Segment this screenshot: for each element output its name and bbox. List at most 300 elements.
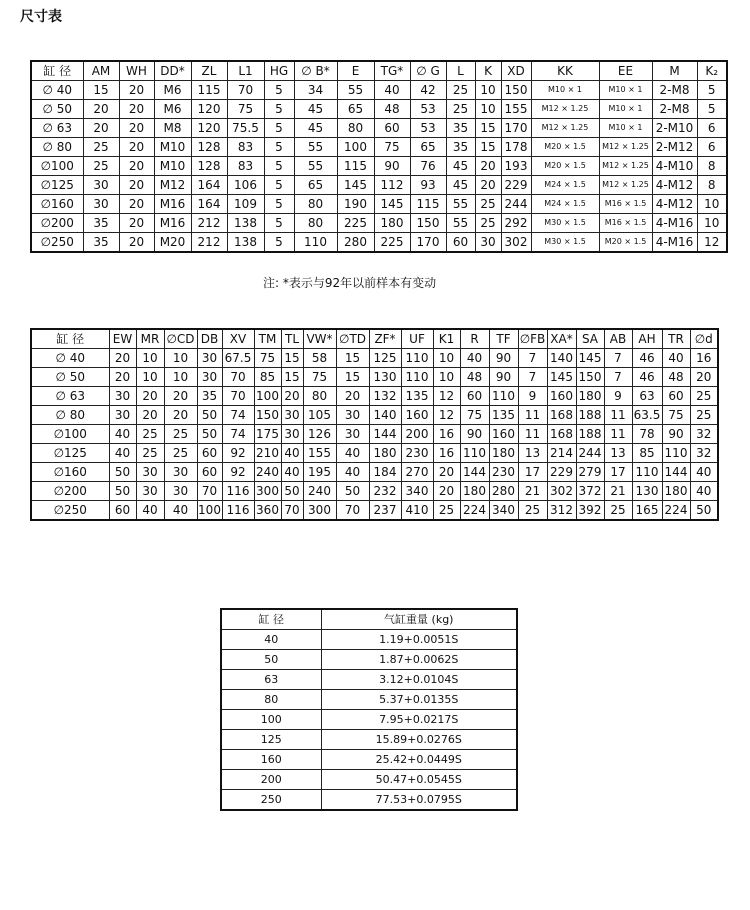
table-cell: M10 × 1 xyxy=(599,100,652,119)
table-cell: 32 xyxy=(690,444,718,463)
table-cell: 100 xyxy=(221,710,321,730)
table-cell: 40 xyxy=(690,463,718,482)
table-cell: 4-M10 xyxy=(652,157,697,176)
table-row xyxy=(31,368,718,387)
table-cell: 83 xyxy=(227,138,264,157)
table-cell: 65 xyxy=(294,176,337,195)
table-cell: 188 xyxy=(576,406,604,425)
column-header: SA xyxy=(576,329,604,349)
table-cell: 13 xyxy=(518,444,547,463)
table-cell: 40 xyxy=(164,501,197,521)
table-cell: M16 xyxy=(154,214,191,233)
table-cell: 5 xyxy=(264,157,294,176)
table-cell: 2-M8 xyxy=(652,81,697,100)
table-cell: 11 xyxy=(518,425,547,444)
table-cell: 9 xyxy=(604,387,632,406)
table-cell: 2-M10 xyxy=(652,119,697,138)
table-cell: 30 xyxy=(281,425,303,444)
table-cell: ∅ 63 xyxy=(31,387,109,406)
table-row xyxy=(31,138,727,157)
table-cell: 92 xyxy=(222,463,254,482)
table-cell: 280 xyxy=(489,482,518,501)
table-cell: 100 xyxy=(254,387,281,406)
column-header: ∅ G xyxy=(410,61,446,81)
table-row xyxy=(221,790,517,811)
table-cell: 15 xyxy=(475,119,501,138)
table-cell: 312 xyxy=(547,501,576,521)
table-cell: 50 xyxy=(109,463,136,482)
table-row xyxy=(31,425,718,444)
table-cell: 112 xyxy=(374,176,410,195)
table-cell: 40 xyxy=(281,463,303,482)
table-cell: 80 xyxy=(294,214,337,233)
table-cell: M10 × 1 xyxy=(599,81,652,100)
table-cell: 50 xyxy=(221,650,321,670)
table-cell: 130 xyxy=(369,368,401,387)
table-cell: 25 xyxy=(475,195,501,214)
table-cell: 10 xyxy=(164,349,197,368)
table-cell: M10 × 1 xyxy=(599,119,652,138)
table-cell: 10 xyxy=(433,349,460,368)
table-cell: 75 xyxy=(254,349,281,368)
column-header: XA* xyxy=(547,329,576,349)
table-cell: 240 xyxy=(254,463,281,482)
table-cell: 53 xyxy=(410,100,446,119)
table-cell: 184 xyxy=(369,463,401,482)
table-cell: 90 xyxy=(460,425,489,444)
table-row xyxy=(31,176,727,195)
table-cell: 75 xyxy=(374,138,410,157)
column-header: KK xyxy=(531,61,599,81)
table-cell: 1.87+0.0062S xyxy=(321,650,517,670)
table-cell: 5 xyxy=(264,214,294,233)
table-cell: 110 xyxy=(662,444,690,463)
table-row xyxy=(31,214,727,233)
table-cell: 20 xyxy=(119,214,154,233)
table-cell: 8 xyxy=(697,157,727,176)
table-cell: 7 xyxy=(604,368,632,387)
table-cell: 13 xyxy=(604,444,632,463)
table-cell: 145 xyxy=(337,176,374,195)
table-cell: 45 xyxy=(446,157,475,176)
table-cell: 150 xyxy=(576,368,604,387)
table-row xyxy=(221,690,517,710)
table-cell: M16 × 1.5 xyxy=(599,195,652,214)
table-cell: 7 xyxy=(604,349,632,368)
column-header: TR xyxy=(662,329,690,349)
table-cell: 65 xyxy=(410,138,446,157)
table-cell: 3.12+0.0104S xyxy=(321,670,517,690)
table-cell: M24 × 1.5 xyxy=(531,176,599,195)
table-cell: 170 xyxy=(410,233,446,253)
table-cell: 175 xyxy=(254,425,281,444)
table-cell: ∅250 xyxy=(31,233,83,253)
table-cell: 75 xyxy=(227,100,264,119)
table-cell: 25 xyxy=(433,501,460,521)
table-row xyxy=(31,233,727,253)
table-cell: 20 xyxy=(690,368,718,387)
table-cell: 240 xyxy=(303,482,336,501)
table-cell: 15 xyxy=(336,349,369,368)
table-cell: 20 xyxy=(475,157,501,176)
table-cell: 12 xyxy=(433,406,460,425)
table-row xyxy=(31,349,718,368)
table-cell: 232 xyxy=(369,482,401,501)
table-cell: 25 xyxy=(164,444,197,463)
table-cell: 42 xyxy=(410,81,446,100)
table-cell: 15.89+0.0276S xyxy=(321,730,517,750)
column-header: XV xyxy=(222,329,254,349)
table-cell: 85 xyxy=(254,368,281,387)
table-cell: 225 xyxy=(374,233,410,253)
table-cell: M10 × 1 xyxy=(531,81,599,100)
table-cell: 93 xyxy=(410,176,446,195)
table-cell: 46 xyxy=(632,349,662,368)
table-cell: 40 xyxy=(662,349,690,368)
table-cell: 128 xyxy=(191,157,227,176)
table-cell: 115 xyxy=(337,157,374,176)
table-cell: 30 xyxy=(336,406,369,425)
table-cell: 138 xyxy=(227,214,264,233)
column-header: TM xyxy=(254,329,281,349)
page-title: 尺寸表 xyxy=(20,9,62,25)
table-cell: 30 xyxy=(164,463,197,482)
table-cell: 155 xyxy=(303,444,336,463)
table-cell: 116 xyxy=(222,482,254,501)
table-cell: 125 xyxy=(221,730,321,750)
column-header: HG xyxy=(264,61,294,81)
column-header: ∅ B* xyxy=(294,61,337,81)
table-cell: 5 xyxy=(264,195,294,214)
table-cell: ∅125 xyxy=(31,176,83,195)
table-cell: 40 xyxy=(109,425,136,444)
table-cell: 80 xyxy=(294,195,337,214)
table-row xyxy=(221,750,517,770)
table-cell: 50 xyxy=(336,482,369,501)
table-row xyxy=(221,770,517,790)
table-cell: 160 xyxy=(221,750,321,770)
column-header: TG* xyxy=(374,61,410,81)
table-cell: 70 xyxy=(336,501,369,521)
table-cell: 135 xyxy=(401,387,433,406)
table-cell: 25 xyxy=(604,501,632,521)
table-cell: 25 xyxy=(690,406,718,425)
table-cell: 55 xyxy=(294,138,337,157)
table-cell: 35 xyxy=(446,138,475,157)
table-cell: 15 xyxy=(83,81,119,100)
table-cell: 40 xyxy=(460,349,489,368)
table-cell: 150 xyxy=(254,406,281,425)
column-header: DB xyxy=(197,329,222,349)
table-cell: 5 xyxy=(264,233,294,253)
table-cell: 30 xyxy=(109,406,136,425)
table-cell: ∅ 50 xyxy=(31,368,109,387)
table-cell: 25 xyxy=(83,138,119,157)
table-row xyxy=(31,81,727,100)
table-cell: 212 xyxy=(191,233,227,253)
table-cell: 20 xyxy=(433,463,460,482)
table-cell: 20 xyxy=(109,368,136,387)
table-cell: 165 xyxy=(632,501,662,521)
table-cell: 45 xyxy=(294,100,337,119)
table-cell: 92 xyxy=(222,444,254,463)
column-header: ZF* xyxy=(369,329,401,349)
column-header: ZL xyxy=(191,61,227,81)
table-cell: M20 × 1.5 xyxy=(531,157,599,176)
table-cell: 50.47+0.0545S xyxy=(321,770,517,790)
table-cell: 60 xyxy=(662,387,690,406)
table-cell: 60 xyxy=(374,119,410,138)
column-header: R xyxy=(460,329,489,349)
table-cell: 83 xyxy=(227,157,264,176)
table-cell: 25 xyxy=(690,387,718,406)
column-header: XD xyxy=(501,61,531,81)
table-header-row xyxy=(31,61,727,81)
table-cell: 115 xyxy=(410,195,446,214)
table-cell: 160 xyxy=(547,387,576,406)
table-cell: 160 xyxy=(489,425,518,444)
table-cell: 212 xyxy=(191,214,227,233)
table-cell: 35 xyxy=(83,214,119,233)
table-cell: 372 xyxy=(576,482,604,501)
table-cell: 80 xyxy=(337,119,374,138)
table-cell: 11 xyxy=(604,406,632,425)
table-cell: 130 xyxy=(632,482,662,501)
table-cell: ∅100 xyxy=(31,425,109,444)
table-cell: ∅ 50 xyxy=(31,100,83,119)
table-cell: M6 xyxy=(154,100,191,119)
table-row xyxy=(31,463,718,482)
table-cell: 15 xyxy=(281,368,303,387)
table-cell: 279 xyxy=(576,463,604,482)
table-row xyxy=(221,650,517,670)
table-row xyxy=(31,195,727,214)
table-cell: 5.37+0.0135S xyxy=(321,690,517,710)
table-cell: 132 xyxy=(369,387,401,406)
table-cell: 50 xyxy=(197,406,222,425)
table-cell: 20 xyxy=(119,157,154,176)
table-cell: 67.5 xyxy=(222,349,254,368)
table-cell: 7 xyxy=(518,349,547,368)
table-cell: 10 xyxy=(433,368,460,387)
table-cell: 10 xyxy=(164,368,197,387)
table-cell: 145 xyxy=(547,368,576,387)
table-cell: 45 xyxy=(446,176,475,195)
column-header: L1 xyxy=(227,61,264,81)
table-cell: 224 xyxy=(662,501,690,521)
table-cell: 214 xyxy=(547,444,576,463)
table-cell: 32 xyxy=(690,425,718,444)
table-cell: 63.5 xyxy=(632,406,662,425)
table-cell: 110 xyxy=(460,444,489,463)
table-cell: 70 xyxy=(222,368,254,387)
table-cell: 40 xyxy=(281,444,303,463)
column-header: AM xyxy=(83,61,119,81)
table-cell: 74 xyxy=(222,425,254,444)
table-cell: 25 xyxy=(475,214,501,233)
table-cell: 180 xyxy=(489,444,518,463)
table-cell: 11 xyxy=(518,406,547,425)
table-cell: 8 xyxy=(697,176,727,195)
table-cell: 5 xyxy=(264,138,294,157)
table-cell: 35 xyxy=(446,119,475,138)
table-cell: 30 xyxy=(281,406,303,425)
table-cell: 2-M12 xyxy=(652,138,697,157)
column-header: EE xyxy=(599,61,652,81)
table-cell: M12 xyxy=(154,176,191,195)
table-cell: 160 xyxy=(401,406,433,425)
dimension-table-2 xyxy=(30,328,719,521)
table-cell: 20 xyxy=(119,138,154,157)
table-cell: 20 xyxy=(136,387,164,406)
table-cell: 58 xyxy=(303,349,336,368)
table-cell: M24 × 1.5 xyxy=(531,195,599,214)
table-cell: 20 xyxy=(475,176,501,195)
table-cell: 4-M16 xyxy=(652,214,697,233)
table-cell: 144 xyxy=(662,463,690,482)
table-cell: 25 xyxy=(518,501,547,521)
table-cell: 20 xyxy=(83,100,119,119)
table-cell: 50 xyxy=(690,501,718,521)
table-cell: 225 xyxy=(337,214,374,233)
table-row xyxy=(221,710,517,730)
table-cell: 110 xyxy=(401,349,433,368)
table-cell: ∅ 40 xyxy=(31,81,83,100)
table-cell: 15 xyxy=(336,368,369,387)
table-cell: 270 xyxy=(401,463,433,482)
table-cell: 65 xyxy=(337,100,374,119)
table-cell: 145 xyxy=(374,195,410,214)
table-cell: 25 xyxy=(164,425,197,444)
table-cell: 20 xyxy=(119,176,154,195)
table-cell: 100 xyxy=(197,501,222,521)
table-cell: 30 xyxy=(83,176,119,195)
table-cell: 20 xyxy=(164,387,197,406)
table-cell: M12 × 1.25 xyxy=(599,176,652,195)
table-cell: 70 xyxy=(197,482,222,501)
table-cell: 410 xyxy=(401,501,433,521)
weight-table xyxy=(220,608,518,811)
table-cell: 280 xyxy=(337,233,374,253)
table-cell: 150 xyxy=(410,214,446,233)
table-cell: 5 xyxy=(264,176,294,195)
table-cell: 190 xyxy=(337,195,374,214)
table-cell: 25 xyxy=(136,425,164,444)
column-header: L xyxy=(446,61,475,81)
table-cell: 144 xyxy=(460,463,489,482)
table-cell: 10 xyxy=(136,368,164,387)
table-cell: 302 xyxy=(547,482,576,501)
table-cell: 250 xyxy=(221,790,321,811)
column-header: K1 xyxy=(433,329,460,349)
table-cell: 35 xyxy=(197,387,222,406)
table-cell: M30 × 1.5 xyxy=(531,214,599,233)
table-cell: 170 xyxy=(501,119,531,138)
table-cell: 360 xyxy=(254,501,281,521)
table-cell: 140 xyxy=(547,349,576,368)
table-cell: 7 xyxy=(518,368,547,387)
table-cell: 20 xyxy=(136,406,164,425)
table-cell: M12 × 1.25 xyxy=(599,138,652,157)
column-header: MR xyxy=(136,329,164,349)
table-cell: 30 xyxy=(164,482,197,501)
table-cell: 138 xyxy=(227,233,264,253)
column-header: TL xyxy=(281,329,303,349)
table-cell: 302 xyxy=(501,233,531,253)
table-cell: 63 xyxy=(632,387,662,406)
change-note: 注: *表示与92年以前样本有变动 xyxy=(263,276,437,290)
table-cell: 25 xyxy=(83,157,119,176)
table-cell: 140 xyxy=(369,406,401,425)
table-cell: 4-M12 xyxy=(652,195,697,214)
table-cell: M20 × 1.5 xyxy=(599,233,652,253)
table-cell: M8 xyxy=(154,119,191,138)
table-cell: 10 xyxy=(475,100,501,119)
table-cell: 135 xyxy=(489,406,518,425)
table-cell: 110 xyxy=(401,368,433,387)
table-cell: 30 xyxy=(83,195,119,214)
table-header-row xyxy=(221,609,517,630)
table-cell: 20 xyxy=(164,406,197,425)
table-cell: 7.95+0.0217S xyxy=(321,710,517,730)
table-cell: 60 xyxy=(460,387,489,406)
table-cell: ∅ 63 xyxy=(31,119,83,138)
table-cell: 10 xyxy=(475,81,501,100)
table-cell: 168 xyxy=(547,425,576,444)
table-cell: 20 xyxy=(281,387,303,406)
table-cell: 30 xyxy=(109,387,136,406)
table-cell: 16 xyxy=(433,425,460,444)
table-cell: 6 xyxy=(697,119,727,138)
table-cell: 50 xyxy=(281,482,303,501)
column-header: 缸 径 xyxy=(31,329,109,349)
column-header: K₂ xyxy=(697,61,727,81)
table-cell: 21 xyxy=(518,482,547,501)
table-cell: 90 xyxy=(489,368,518,387)
table-cell: 5 xyxy=(697,81,727,100)
table-cell: 10 xyxy=(697,214,727,233)
table-cell: 20 xyxy=(119,119,154,138)
table-cell: 1.19+0.0051S xyxy=(321,630,517,650)
table-cell: ∅ 40 xyxy=(31,349,109,368)
table-row xyxy=(31,157,727,176)
table-cell: 5 xyxy=(264,119,294,138)
table-cell: 180 xyxy=(374,214,410,233)
table-cell: 20 xyxy=(83,119,119,138)
table-cell: ∅100 xyxy=(31,157,83,176)
table-cell: 20 xyxy=(433,482,460,501)
column-header: 气缸重量 (kg) xyxy=(321,609,517,630)
table-cell: 75 xyxy=(460,406,489,425)
table-cell: 110 xyxy=(632,463,662,482)
column-header: AB xyxy=(604,329,632,349)
table-cell: 145 xyxy=(576,349,604,368)
table-row xyxy=(31,406,718,425)
table-cell: 5 xyxy=(697,100,727,119)
table-cell: M12 × 1.25 xyxy=(599,157,652,176)
table-cell: 15 xyxy=(281,349,303,368)
column-header: EW xyxy=(109,329,136,349)
table-cell: 229 xyxy=(501,176,531,195)
table-cell: M10 xyxy=(154,157,191,176)
table-cell: 70 xyxy=(222,387,254,406)
table-cell: M6 xyxy=(154,81,191,100)
table-cell: 120 xyxy=(191,100,227,119)
table-cell: 80 xyxy=(303,387,336,406)
table-cell: 75.5 xyxy=(227,119,264,138)
table-cell: 50 xyxy=(197,425,222,444)
table-cell: 105 xyxy=(303,406,336,425)
